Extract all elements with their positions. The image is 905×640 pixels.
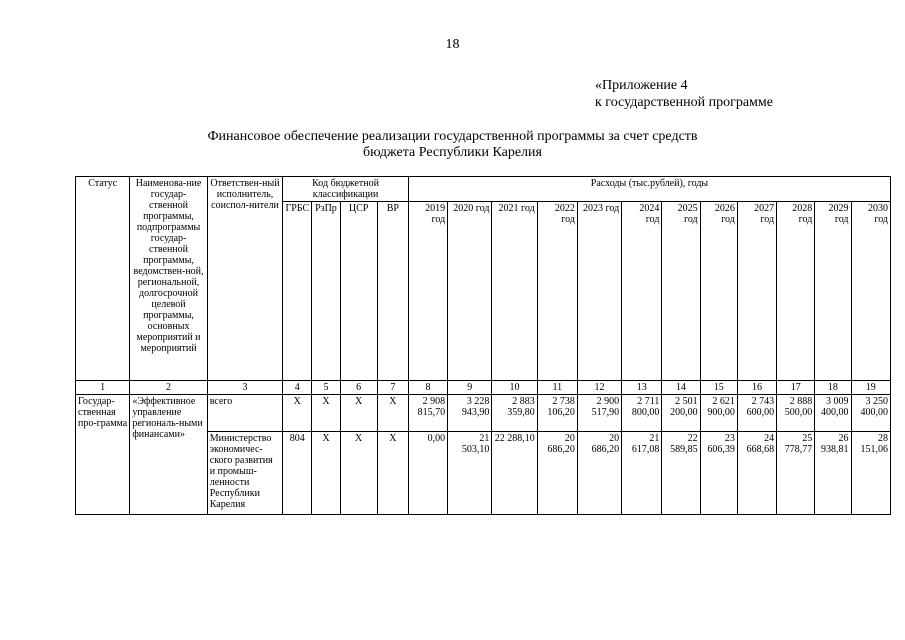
year-header: 2021 год [492,202,537,381]
vr-cell: X [377,432,408,515]
header-status: Статус [76,177,130,381]
column-number: 4 [283,381,312,395]
appendix-line-2: к государственной программе [595,95,773,110]
csr-cell: X [340,432,377,515]
year-header: 2025 год [662,202,700,381]
executor-cell: всего [207,395,282,432]
amount-cell: 2 900 517,90 [577,395,621,432]
grbs-cell: X [283,395,312,432]
amount-cell: 24 668,68 [737,432,776,515]
amount-cell: 21 617,08 [622,432,662,515]
year-header: 2026 год [700,202,737,381]
header-program-name: Наименова-ние государ-ственной программы, подпрограммы государ-ственной программы, ведомствен-ной, региональной, долгосрочной целевой программы, основных мероприятий и мероприятий [130,177,207,381]
column-number: 12 [577,381,621,395]
amount-cell: 22 589,85 [662,432,700,515]
column-number: 1 [76,381,130,395]
column-number: 7 [377,381,408,395]
amount-cell: 2 738 106,20 [537,395,577,432]
amount-cell: 3 250 400,00 [851,395,891,432]
column-number: 17 [777,381,815,395]
amount-cell: 2 883 359,80 [492,395,537,432]
financing-table [75,176,891,515]
column-number: 14 [662,381,700,395]
csr-cell: X [340,395,377,432]
column-number: 16 [737,381,776,395]
column-number-row [76,381,891,395]
appendix-heading [595,77,773,111]
appendix-line-1: «Приложение 4 [595,78,688,93]
executor-cell: Министерство экономичес-ского развития и промыш-ленности Республики Карелия [207,432,282,515]
amount-cell: 20 686,20 [537,432,577,515]
amount-cell: 25 778,77 [777,432,815,515]
amount-cell: 3 228 943,90 [448,395,492,432]
year-header: 2020 год [448,202,492,381]
page-number: 18 [445,37,460,52]
header-budget-code: Код бюджетной классификации [283,177,409,202]
table-row-total [76,395,891,432]
year-header: 2029 год [815,202,851,381]
header-vr: ВР [377,202,408,381]
header-csr: ЦСР [340,202,377,381]
column-number: 15 [700,381,737,395]
amount-cell: 2 621 900,00 [700,395,737,432]
year-header: 2028 год [777,202,815,381]
grbs-cell: 804 [283,432,312,515]
column-number: 5 [312,381,340,395]
column-number: 3 [207,381,282,395]
column-number: 19 [851,381,891,395]
title-line-2: бюджета Республики Карелия [363,145,542,160]
column-number: 13 [622,381,662,395]
year-header: 2024 год [622,202,662,381]
column-number: 6 [340,381,377,395]
header-rzpr: РзПр [312,202,340,381]
amount-cell: 20 686,20 [577,432,621,515]
amount-cell: 2 888 500,00 [777,395,815,432]
column-number: 18 [815,381,851,395]
column-number: 2 [130,381,207,395]
title-line-1: Финансовое обеспечение реализации государственной программы за счет средств [207,129,698,144]
amount-cell: 2 743 600,00 [737,395,776,432]
vr-cell: X [377,395,408,432]
amount-cell: 22 288,10 [492,432,537,515]
header-expenses: Расходы (тыс.рублей), годы [408,177,890,202]
column-number: 11 [537,381,577,395]
header-row [76,177,891,202]
year-header: 2023 год [577,202,621,381]
column-number: 9 [448,381,492,395]
header-grbs: ГРБС [283,202,312,381]
header-executor: Ответствен-ный исполнитель, соиспол-нители [207,177,282,381]
column-number: 8 [408,381,447,395]
amount-cell: 2 908 815,70 [408,395,447,432]
amount-cell: 0,00 [408,432,447,515]
rzpr-cell: X [312,432,340,515]
status-cell: Государ-ственная про-грамма [76,395,130,515]
amount-cell: 26 938,81 [815,432,851,515]
year-header: 2027 год [737,202,776,381]
year-header: 2019 год [408,202,447,381]
year-header: 2022 год [537,202,577,381]
amount-cell: 2 711 800,00 [622,395,662,432]
year-header: 2030 год [851,202,891,381]
rzpr-cell: X [312,395,340,432]
program-name-cell: «Эффективное управление региональ-ными финансами» [130,395,207,515]
amount-cell: 23 606,39 [700,432,737,515]
amount-cell: 21 503,10 [448,432,492,515]
amount-cell: 28 151,06 [851,432,891,515]
document-title [0,129,905,161]
column-number: 10 [492,381,537,395]
amount-cell: 2 501 200,00 [662,395,700,432]
amount-cell: 3 009 400,00 [815,395,851,432]
